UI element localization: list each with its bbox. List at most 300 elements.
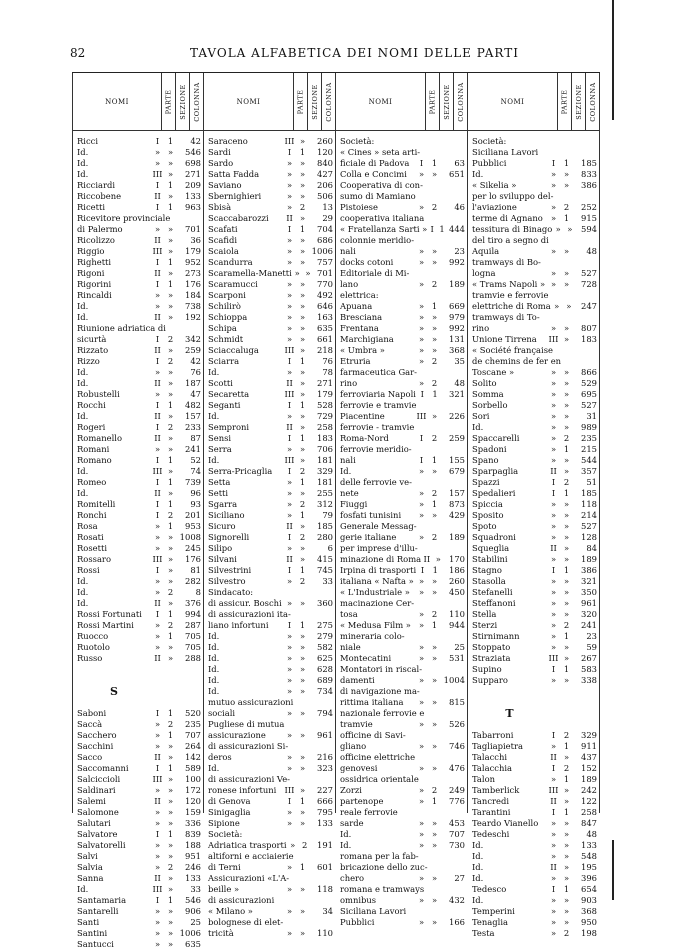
index-entry (468, 389, 599, 400)
entry-sezione (304, 697, 314, 708)
entry-sezione: » (431, 169, 438, 179)
entry-colonna (443, 851, 467, 862)
entry-name: Riccobene (77, 191, 122, 201)
entry-name: romana e tramways (340, 884, 425, 894)
entry-colonna: 264 (185, 741, 201, 751)
entry-sezione: » (563, 796, 570, 806)
entry-name: Spadoni (472, 444, 507, 454)
entry-sezione: 2 (563, 763, 570, 773)
entry-name: « L'Industriale » (340, 587, 410, 597)
entry-sezione: 1 (431, 796, 438, 806)
entry-name: Saldinari (77, 785, 116, 795)
entry-sezione (435, 884, 446, 895)
entry-name: Santi (77, 917, 100, 927)
entry-sezione: » (299, 422, 306, 432)
entry-parte: » (550, 202, 557, 212)
entry-name: Setti (208, 488, 229, 498)
index-entry (73, 367, 203, 378)
entry-name: Rogeri (77, 422, 106, 432)
entry-name: Romitelli (77, 499, 116, 509)
entry-name (468, 719, 547, 730)
entry-colonna: 866 (581, 367, 597, 377)
entry-sezione: » (563, 554, 570, 564)
entry-name: rino (340, 378, 358, 388)
entry-sezione: 2 (563, 202, 570, 212)
entry-colonna: 186 (449, 565, 466, 575)
entry-parte: » (154, 851, 161, 861)
entry-colonna: 184 (185, 290, 201, 300)
entry-colonna: 376 (185, 598, 201, 608)
entry-name: Piacentine (340, 411, 385, 421)
entry-colonna: 233 (185, 422, 201, 432)
index-entry (336, 169, 467, 180)
index-entry (73, 389, 203, 400)
entry-colonna: 903 (581, 895, 597, 905)
index-entry (468, 631, 599, 642)
entry-name: Rossi Fortunati (77, 609, 142, 619)
entry-parte: » (286, 862, 293, 872)
header-nomi: NOMI (105, 97, 129, 106)
entry-colonna: 157 (185, 411, 201, 421)
entry-sezione (561, 290, 574, 301)
entry-name: Id. (77, 598, 89, 608)
entry-colonna: 952 (185, 257, 201, 267)
entry-colonna: 589 (185, 763, 201, 773)
entry-name: Siciliano (208, 510, 245, 520)
entry-colonna: 368 (581, 906, 597, 916)
index-entry (336, 202, 467, 213)
entry-colonna: 701 (317, 268, 333, 278)
entry-sezione: » (431, 345, 438, 355)
index-entry (204, 290, 335, 301)
entry-parte: » (550, 631, 557, 641)
entry-colonna: 628 (317, 664, 333, 674)
entry-sezione (434, 180, 445, 191)
entry-parte: I (155, 895, 160, 905)
index-entry (468, 323, 599, 334)
entry-name: Talacchi (472, 752, 508, 762)
index-entry (73, 279, 203, 290)
entry-parte (415, 268, 428, 279)
entry-name: Roma-Nord (340, 433, 389, 443)
index-column (72, 73, 204, 949)
entry-name: di assicurazioni Ve- (208, 774, 290, 784)
entry-parte: III (284, 136, 295, 146)
entry-parte (415, 477, 428, 488)
header-colonna: COLONNA (585, 73, 599, 130)
index-entry (336, 774, 467, 785)
entry-parte: » (154, 543, 161, 553)
entry-name: Scandurra (208, 257, 253, 267)
entry-name: Silvani (208, 554, 237, 564)
entry-colonna: 840 (317, 158, 333, 168)
entry-sezione: » (563, 378, 570, 388)
entry-colonna: 6 (327, 543, 333, 553)
entry-parte: III (284, 455, 295, 465)
entry-colonna: 526 (449, 719, 465, 729)
entry-colonna: 701 (185, 224, 201, 234)
index-entry (204, 202, 335, 213)
entry-name: Id. (77, 312, 89, 322)
entry-name: « Sikelia » (472, 180, 517, 190)
index-entry (468, 510, 599, 521)
entry-colonna: 133 (317, 818, 333, 828)
entry-parte: » (554, 301, 560, 311)
entry-colonna: 839 (185, 829, 201, 839)
entry-colonna: 429 (449, 510, 465, 520)
entry-name: Romanello (77, 433, 123, 443)
entry-name: Tarantini (472, 807, 511, 817)
entry-colonna: 133 (185, 873, 201, 883)
entry-sezione: 1 (431, 620, 438, 630)
index-entry (468, 587, 599, 598)
index-entry (73, 741, 203, 752)
entry-colonna: 63 (454, 158, 465, 168)
entry-name: Pubblici (340, 917, 375, 927)
index-entry (204, 147, 335, 158)
entry-parte: » (550, 389, 557, 399)
entry-name: lano (340, 279, 359, 289)
index-entry (468, 719, 599, 730)
entry-sezione (296, 829, 309, 840)
entry-sezione (560, 708, 573, 719)
entry-parte: » (418, 653, 425, 663)
index-entry (468, 576, 599, 587)
entry-name: Spano (472, 455, 499, 465)
entry-parte: I (155, 829, 160, 839)
entry-sezione: » (563, 840, 570, 850)
entry-colonna: 323 (317, 763, 333, 773)
entry-sezione: » (167, 312, 174, 322)
index-entry (204, 180, 335, 191)
entry-sezione (296, 587, 309, 598)
entry-parte: » (286, 510, 293, 520)
entry-name: ferrovie meridio- (340, 444, 412, 454)
entry-name: Generale Messag- (340, 521, 417, 531)
entry-parte: » (550, 180, 557, 190)
entry-parte: » (418, 818, 425, 828)
section-letter (73, 686, 203, 697)
entry-parte (416, 400, 429, 411)
entry-colonna: 110 (317, 928, 333, 938)
index-entry (73, 609, 203, 620)
entry-parte (288, 741, 300, 752)
entry-parte: » (550, 576, 557, 586)
index-column (336, 73, 468, 927)
entry-sezione: » (563, 818, 570, 828)
entry-name: « Umbra » (340, 345, 385, 355)
index-entry (468, 686, 599, 697)
entry-parte: » (286, 158, 293, 168)
entry-sezione: » (167, 268, 174, 278)
entry-parte: II (286, 554, 293, 564)
entry-colonna: 963 (185, 202, 201, 212)
entry-sezione: » (299, 312, 306, 322)
entry-parte: » (550, 818, 557, 828)
entry-sezione: 2 (563, 433, 570, 443)
index-entry (336, 521, 467, 532)
entry-parte: » (154, 785, 161, 795)
entry-sezione: » (167, 169, 174, 179)
entry-sezione: 1 (167, 477, 174, 487)
index-entry (204, 895, 335, 906)
entry-sezione: » (299, 334, 306, 344)
entry-name: Santamaria (77, 895, 127, 905)
entry-sezione: » (167, 444, 174, 454)
index-entry (204, 510, 335, 521)
entry-parte (548, 290, 561, 301)
entry-colonna: 35 (454, 356, 465, 366)
entry-name: di Palermo (77, 224, 123, 234)
entry-parte: » (154, 532, 161, 542)
entry-colonna: 544 (581, 455, 597, 465)
entry-colonna: 906 (185, 906, 201, 916)
entry-name: Colla e Concimi (340, 169, 407, 179)
entry-name: Rizzato (77, 345, 109, 355)
index-entry (73, 488, 203, 499)
entry-name: Saccà (77, 719, 103, 729)
entry-colonna: 48 (586, 829, 597, 839)
entry-colonna (441, 290, 467, 301)
entry-sezione: » (167, 147, 174, 157)
entry-sezione: » (167, 917, 174, 927)
entry-sezione: » (299, 598, 306, 608)
entry-parte: » (154, 587, 161, 597)
index-entry (336, 906, 467, 917)
index-entry (204, 389, 335, 400)
entry-colonna: 546 (185, 147, 201, 157)
entry-name: Marchigiana (340, 334, 394, 344)
entry-name: tricità (208, 928, 234, 938)
entry-parte: » (294, 268, 300, 278)
entry-parte: » (418, 312, 425, 322)
index-entry (73, 169, 203, 180)
entry-sezione: » (563, 521, 570, 531)
entry-parte: » (286, 818, 293, 828)
entry-colonna: 8 (195, 587, 201, 597)
entry-parte: » (418, 334, 425, 344)
entry-sezione: » (167, 873, 174, 883)
entry-parte (415, 422, 428, 433)
entry-parte: » (418, 499, 425, 509)
entry-parte (415, 807, 428, 818)
entry-parte (424, 708, 435, 719)
entry-colonna: 950 (581, 917, 597, 927)
entry-sezione: » (167, 158, 174, 168)
entry-colonna (443, 686, 467, 697)
entry-name: Id. (77, 466, 89, 476)
entry-parte (547, 697, 560, 708)
entry-sezione (428, 598, 441, 609)
entry-colonna: 528 (317, 400, 333, 410)
entry-parte: » (418, 609, 425, 619)
entry-parte (549, 235, 562, 246)
entry-parte: » (555, 224, 561, 234)
entry-sezione (435, 213, 446, 224)
entry-parte: II (154, 268, 161, 278)
entry-colonna: 176 (185, 279, 201, 289)
entry-colonna: 661 (317, 334, 333, 344)
index-entry (73, 829, 203, 840)
index-entry (336, 301, 467, 312)
index-entry (204, 312, 335, 323)
entry-name: S (110, 685, 118, 698)
entry-sezione: » (431, 917, 438, 927)
index-entry (73, 719, 203, 730)
index-entry (336, 653, 467, 664)
index-entry (468, 928, 599, 939)
entry-parte (291, 609, 302, 620)
entry-sezione: » (299, 884, 306, 894)
entry-name: di Genova (208, 796, 251, 806)
index-entry (336, 246, 467, 257)
entry-name: Rincaldi (77, 290, 112, 300)
entry-name: Etruria (340, 356, 371, 366)
entry-sezione: » (299, 235, 306, 245)
index-column (468, 73, 600, 938)
header-colonna: COLONNA (453, 73, 467, 130)
index-entry (73, 873, 203, 884)
index-entry (336, 147, 467, 158)
entry-sezione: 2 (167, 587, 174, 597)
entry-parte: » (286, 598, 293, 608)
entry-colonna (573, 147, 599, 158)
entry-name: Id. (208, 664, 220, 674)
entry-colonna: 450 (449, 587, 465, 597)
entry-sezione: » (563, 422, 570, 432)
entry-colonna: 329 (317, 466, 333, 476)
index-entry (73, 411, 203, 422)
entry-name: terme di Agnano (472, 213, 543, 223)
index-entry (336, 488, 467, 499)
entry-colonna: 241 (185, 444, 201, 454)
entry-name: Schilirò (208, 301, 241, 311)
entry-sezione (296, 895, 309, 906)
index-entry (336, 499, 467, 510)
entry-sezione (428, 752, 441, 763)
header-sezione: SEZIONE (307, 73, 321, 130)
entry-name: Rosati (77, 532, 104, 542)
entry-name: ferroviaria Napoli (340, 389, 416, 399)
entry-parte: » (286, 323, 293, 333)
entry-sezione: » (299, 136, 306, 146)
entry-parte: » (286, 906, 293, 916)
index-column (204, 73, 336, 938)
entry-sezione: » (167, 840, 174, 850)
entry-colonna (442, 367, 467, 378)
entry-colonna: 179 (185, 246, 201, 256)
entry-parte: » (154, 290, 161, 300)
entry-colonna: 321 (581, 576, 597, 586)
entry-name: logna (472, 268, 496, 278)
index-entry (468, 345, 599, 356)
entry-colonna (574, 235, 599, 246)
entry-colonna: 531 (449, 653, 465, 663)
entry-parte: I (155, 202, 160, 212)
entry-name: Salvi (77, 851, 98, 861)
index-entry (336, 730, 467, 741)
entry-colonna: 25 (454, 642, 465, 652)
index-entry (336, 158, 467, 169)
entry-parte: » (286, 246, 293, 256)
index-entry (73, 235, 203, 246)
entry-colonna: 133 (581, 840, 597, 850)
index-entry (73, 323, 203, 334)
entry-parte: » (154, 807, 161, 817)
entry-colonna (573, 697, 599, 708)
entry-sezione: » (167, 653, 174, 663)
entry-parte: » (418, 246, 425, 256)
entry-name: Sardi (208, 147, 231, 157)
entry-sezione: » (299, 730, 306, 740)
entry-parte: » (418, 719, 425, 729)
entry-name: reale ferrovie (340, 807, 398, 817)
entry-sezione: » (299, 642, 306, 652)
index-entry (468, 202, 599, 213)
entry-sezione: » (431, 741, 438, 751)
entry-parte: » (154, 147, 161, 157)
entry-parte: II (154, 411, 161, 421)
index-entry (336, 609, 467, 620)
entry-colonna: 679 (449, 466, 465, 476)
entry-name: Schioppa (208, 312, 248, 322)
entry-colonna: 23 (586, 631, 597, 641)
entry-sezione (432, 147, 444, 158)
index-entry (468, 279, 599, 290)
entry-sezione: » (167, 576, 174, 586)
header-nomi: NOMI (368, 97, 393, 106)
entry-colonna (445, 180, 467, 191)
entry-parte: » (550, 620, 557, 630)
index-entry (468, 477, 599, 488)
entry-sezione: 1 (563, 158, 570, 168)
entry-parte: » (286, 752, 293, 762)
entry-parte (547, 257, 560, 268)
entry-colonna: 260 (317, 136, 333, 146)
entry-sezione: 1 (431, 301, 438, 311)
entry-parte: I (155, 708, 160, 718)
entry-name: Rocchi (77, 400, 106, 410)
entry-sezione: 1 (299, 565, 306, 575)
entry-colonna: 730 (449, 840, 465, 850)
entry-colonna: 179 (317, 389, 333, 399)
entry-parte: III (548, 653, 559, 663)
entry-name: Id. (208, 653, 220, 663)
index-entry (204, 268, 335, 279)
entry-sezione: » (431, 697, 438, 707)
entry-colonna: 1004 (443, 675, 465, 685)
entry-parte (294, 851, 304, 862)
entry-sezione: 2 (299, 532, 306, 542)
entry-name: deros (208, 752, 232, 762)
entry-sezione: 1 (167, 400, 174, 410)
entry-sezione: » (167, 301, 174, 311)
entry-sezione: » (563, 609, 570, 619)
entry-colonna: 288 (185, 653, 201, 663)
entry-sezione: » (167, 532, 174, 542)
entry-colonna: 961 (581, 598, 597, 608)
index-entry (73, 532, 203, 543)
entry-colonna: 215 (581, 444, 597, 454)
entry-sezione: » (563, 829, 570, 839)
entry-name: Stirnimann (472, 631, 520, 641)
entry-colonna: 122 (581, 796, 597, 806)
index-entry (468, 873, 599, 884)
index-entry (204, 466, 335, 477)
entry-name: Sinigaglia (208, 807, 251, 817)
entry-sezione: 1 (563, 631, 570, 641)
entry-name: Cooperativa di con- (340, 180, 423, 190)
